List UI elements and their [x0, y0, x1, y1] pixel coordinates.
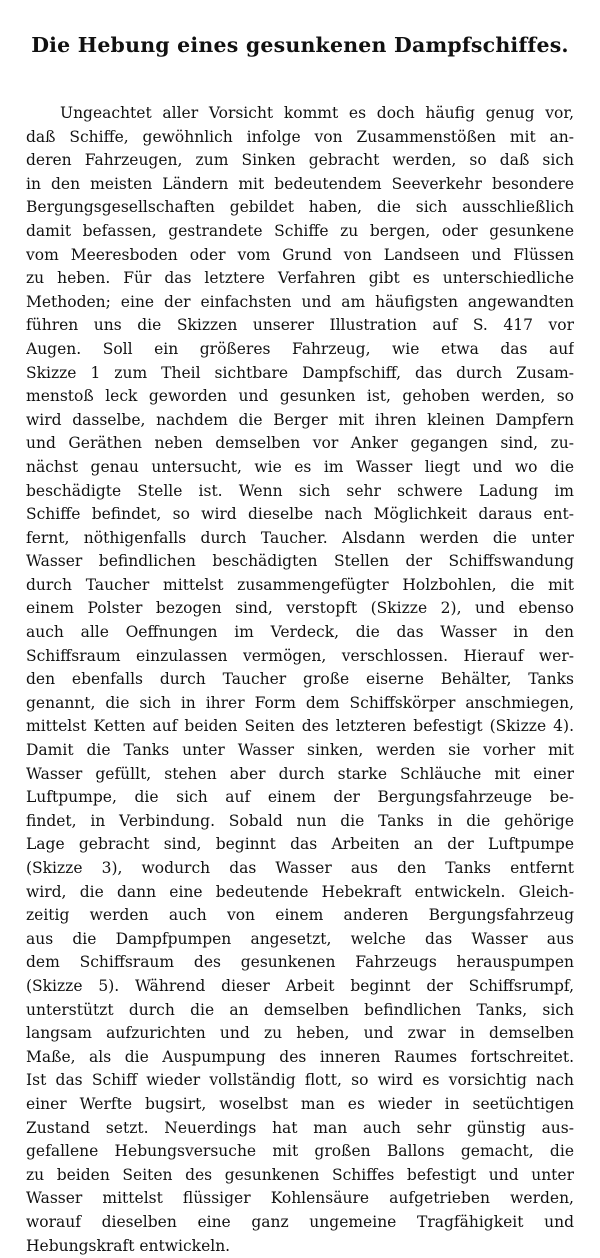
article-line: wird dasselbe, nachdem die Berger mit ihren kleinen Dampfern: [26, 409, 574, 433]
article-line: Lage gebracht sind, beginnt das Arbeiten an der Luftpumpe: [26, 833, 574, 857]
article-title: Die Hebung eines gesunkenen Dampfschiffes.: [26, 28, 574, 62]
article-line: deren Fahrzeugen, zum Sinken gebracht werden, so daß sich: [26, 149, 574, 173]
article-line: nächst genau untersucht, wie es im Wasser liegt und wo die: [26, 456, 574, 480]
article-line: dem Schiffsraum des gesunkenen Fahrzeugs herauspumpen: [26, 951, 574, 975]
article-line: Methoden; eine der einfachsten und am häufigsten angewandten: [26, 291, 574, 315]
article-line: durch Taucher mittelst zusammengefügter Holzbohlen, die mit: [26, 574, 574, 598]
article-line: Damit die Tanks unter Wasser sinken, werden sie vorher mit: [26, 739, 574, 763]
article-line: (Skizze 3), wodurch das Wasser aus den Tanks entfernt: [26, 857, 574, 881]
article-line: Ungeachtet aller Vorsicht kommt es doch häufig genug vor,: [26, 102, 574, 126]
article-line: vom Meeresboden oder vom Grund von Landseen und Flüssen: [26, 244, 574, 268]
article-body: [26, 102, 574, 1258]
article-line: Maße, als die Auspumpung des inneren Raumes fortschreitet.: [26, 1046, 574, 1070]
article-line: Wasser befindlichen beschädigten Stellen der Schiffswandung: [26, 550, 574, 574]
article-line: auch alle Oeffnungen im Verdeck, die das Wasser in den: [26, 621, 574, 645]
article-line: einem Polster bezogen sind, verstopft (Skizze 2), und ebenso: [26, 597, 574, 621]
article-line: Schiffsraum einzulassen vermögen, verschlossen. Hierauf wer-: [26, 645, 574, 669]
article-line: in den meisten Ländern mit bedeutendem Seeverkehr besondere: [26, 173, 574, 197]
article-line: Ist das Schiff wieder vollständig flott, so wird es vorsichtig nach: [26, 1069, 574, 1093]
article-line: Schiffe befindet, so wird dieselbe nach Möglichkeit daraus ent-: [26, 503, 574, 527]
article-line: worauf dieselben eine ganz ungemeine Tragfähigkeit und: [26, 1211, 574, 1235]
article-line: (Skizze 5). Während dieser Arbeit beginnt der Schiffsrumpf,: [26, 975, 574, 999]
article-line: Bergungsgesellschaften gebildet haben, die sich ausschließlich: [26, 196, 574, 220]
article-line: unterstützt durch die an demselben befindlichen Tanks, sich: [26, 999, 574, 1023]
article-line: zu heben. Für das letztere Verfahren gibt es unterschiedliche: [26, 267, 574, 291]
article-line: und Geräthen neben demselben vor Anker gegangen sind, zu-: [26, 432, 574, 456]
article-line: Wasser gefüllt, stehen aber durch starke Schläuche mit einer: [26, 763, 574, 787]
article-line: beschädigte Stelle ist. Wenn sich sehr schwere Ladung im: [26, 480, 574, 504]
article-line: Zustand setzt. Neuerdings hat man auch sehr günstig aus-: [26, 1117, 574, 1141]
article-line: einer Werfte bugsirt, woselbst man es wieder in seetüchtigen: [26, 1093, 574, 1117]
article-line: gefallene Hebungsversuche mit großen Ballons gemacht, die: [26, 1140, 574, 1164]
article-line: führen uns die Skizzen unserer Illustration auf S. 417 vor: [26, 314, 574, 338]
article-line: genannt, die sich in ihrer Form dem Schiffskörper anschmiegen,: [26, 692, 574, 716]
article-line: menstoß leck geworden und gesunken ist, gehoben werden, so: [26, 385, 574, 409]
article-line: langsam aufzurichten und zu heben, und zwar in demselben: [26, 1022, 574, 1046]
article-line: Hebungskraft entwickeln.: [26, 1235, 574, 1258]
article-line: zeitig werden auch von einem anderen Bergungsfahrzeug: [26, 904, 574, 928]
article-line: wird, die dann eine bedeutende Hebekraft entwickeln. Gleich-: [26, 881, 574, 905]
article-line: aus die Dampfpumpen angesetzt, welche das Wasser aus: [26, 928, 574, 952]
article-line: Augen. Soll ein größeres Fahrzeug, wie etwa das auf: [26, 338, 574, 362]
article-line: Wasser mittelst flüssiger Kohlensäure aufgetrieben werden,: [26, 1187, 574, 1211]
article-line: damit befassen, gestrandete Schiffe zu bergen, oder gesunkene: [26, 220, 574, 244]
article-line: Skizze 1 zum Theil sichtbare Dampfschiff, das durch Zusam-: [26, 362, 574, 386]
article-line: zu beiden Seiten des gesunkenen Schiffes befestigt und unter: [26, 1164, 574, 1188]
article-line: daß Schiffe, gewöhnlich infolge von Zusammenstößen mit an-: [26, 126, 574, 150]
article-line: Luftpumpe, die sich auf einem der Bergungsfahrzeuge be-: [26, 786, 574, 810]
article-line: mittelst Ketten auf beiden Seiten des letzteren befestigt (Skizze 4).: [26, 715, 574, 739]
article-line: findet, in Verbindung. Sobald nun die Tanks in die gehörige: [26, 810, 574, 834]
article-line: fernt, nöthigenfalls durch Taucher. Alsdann werden die unter: [26, 527, 574, 551]
article-line: den ebenfalls durch Taucher große eiserne Behälter, Tanks: [26, 668, 574, 692]
